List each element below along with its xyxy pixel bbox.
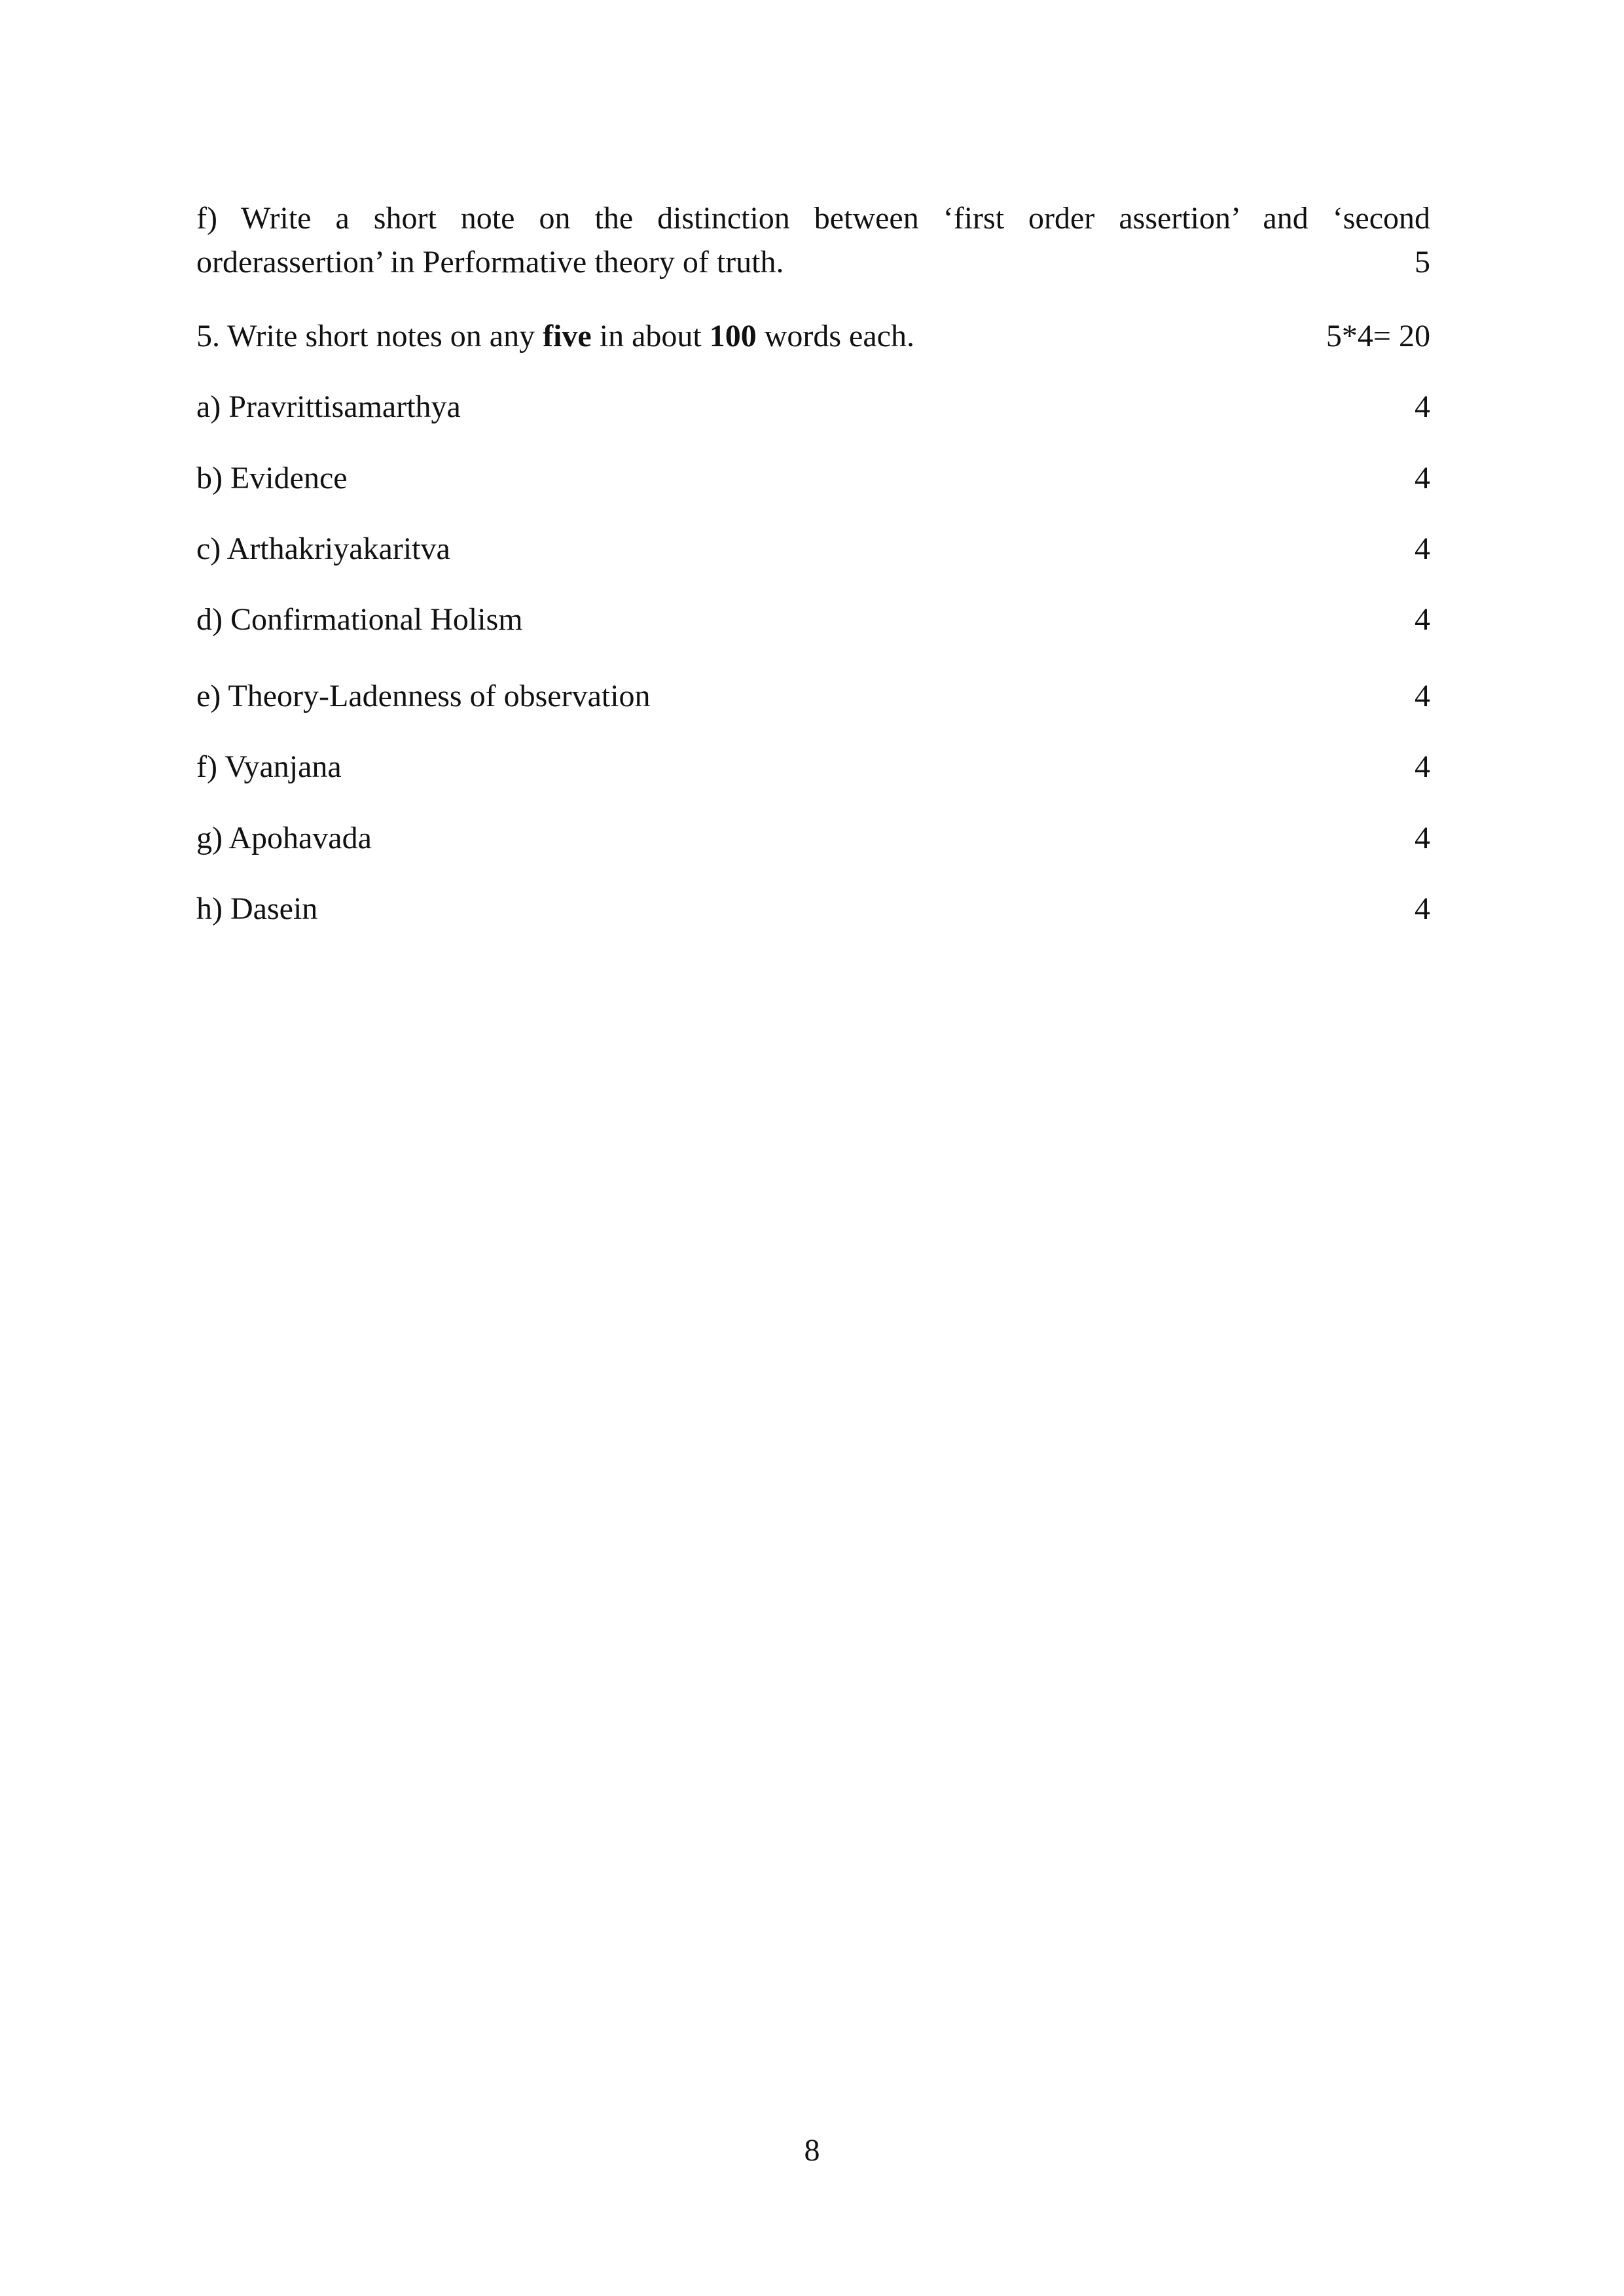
item-marks: 4 [1415,531,1430,566]
item-marks: 4 [1415,821,1430,855]
question-f-marks: 5 [1415,245,1430,279]
question-f-line1: f) Write a short note on the distinction between ‘first order assertion’ and ‘second [196,201,1430,236]
question-5-marks: 5*4= 20 [1326,319,1430,353]
item-label: g) Apohavada [196,821,372,855]
item-marks: 4 [1415,389,1430,424]
list-item [196,747,1430,787]
item-label: e) Theory-Ladenness of observation [196,679,651,713]
item-label: c) Arthakriyakaritva [196,531,450,566]
question-5-prefix: 5. Write short notes on any [196,319,543,353]
question-5-bold-five: five [543,319,592,353]
question-f [196,196,1430,284]
item-marks: 4 [1415,461,1430,495]
question-f-line2: orderassertion’ in Performative theory of truth. [196,245,784,279]
list-item [196,677,1430,716]
item-marks: 4 [1415,679,1430,713]
item-marks: 4 [1415,602,1430,637]
item-marks: 4 [1415,749,1430,784]
question-5-middle: in about [591,319,710,353]
page-number: 8 [804,2133,820,2168]
item-label: d) Confirmational Holism [196,602,523,637]
item-label: a) Pravrittisamarthya [196,389,461,424]
list-item [196,387,1430,427]
item-label: h) Dasein [196,891,318,926]
question-5-bold-100: 100 [709,319,757,353]
list-item [196,889,1430,929]
list-item [196,600,1430,639]
item-label: f) Vyanjana [196,749,342,784]
list-item [196,529,1430,569]
list-item [196,459,1430,498]
item-marks: 4 [1415,891,1430,926]
item-label: b) Evidence [196,461,348,495]
question-f-line2-row [196,240,1430,284]
question-5 [196,317,1430,356]
question-5-text [196,317,914,356]
question-5-suffix: words each. [756,319,914,353]
list-item [196,819,1430,858]
